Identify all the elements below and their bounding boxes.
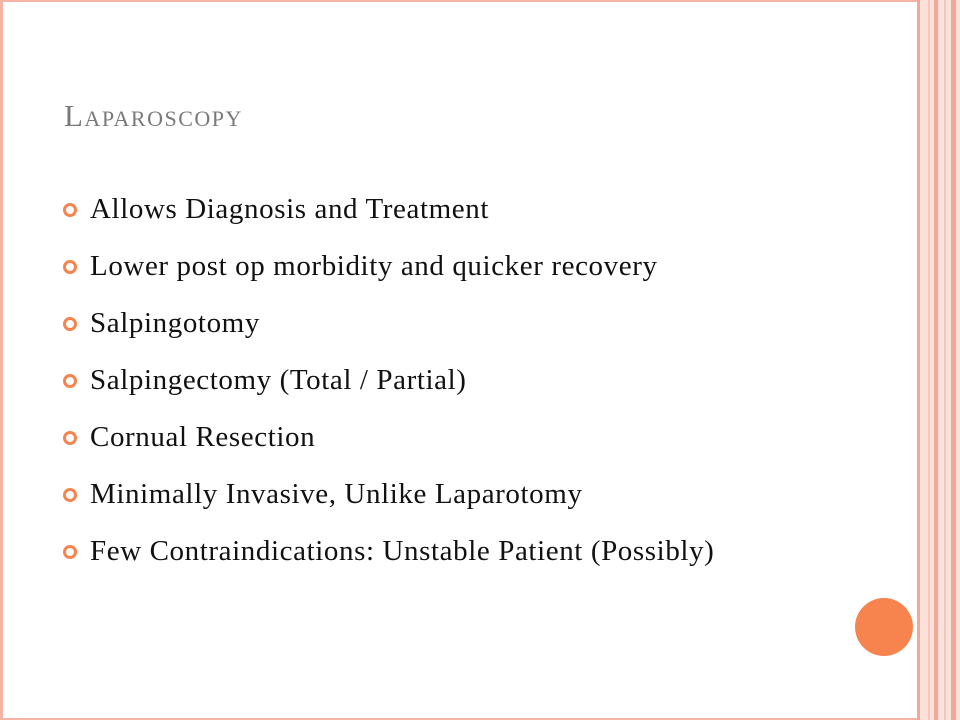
decorative-orange-circle (855, 598, 913, 656)
decorative-stripe (928, 0, 930, 720)
bullet-text: Few Contraindications: Unstable Patient (Possibly) (90, 535, 715, 567)
slide-border-left (0, 0, 3, 720)
orange-ring-icon (62, 476, 90, 516)
orange-ring-icon (62, 362, 90, 402)
bullet-list (62, 191, 892, 590)
bullet-text: Lower post op morbidity and quicker recovery (90, 250, 658, 282)
list-item (62, 476, 892, 516)
bullet-text: Salpingotomy (90, 307, 260, 339)
orange-ring-icon (62, 191, 90, 231)
orange-ring-icon (62, 248, 90, 288)
bullet-text: Cornual Resection (90, 421, 316, 453)
decorative-stripe (944, 0, 946, 720)
slide-border-top (0, 0, 918, 2)
list-item (62, 533, 892, 573)
bullet-text: Allows Diagnosis and Treatment (90, 193, 490, 225)
decorative-stripe (934, 0, 938, 720)
decorative-stripe (951, 0, 956, 720)
bullet-text: Salpingectomy (Total / Partial) (90, 364, 467, 396)
list-item (62, 305, 892, 345)
list-item (62, 191, 892, 231)
list-item (62, 419, 892, 459)
list-item (62, 362, 892, 402)
orange-ring-icon (62, 419, 90, 459)
decorative-stripe (917, 0, 920, 720)
orange-ring-icon (62, 533, 90, 573)
slide-title: Laparoscopy (64, 98, 243, 133)
bullet-text: Minimally Invasive, Unlike Laparotomy (90, 478, 583, 510)
list-item (62, 248, 892, 288)
orange-ring-icon (62, 305, 90, 345)
